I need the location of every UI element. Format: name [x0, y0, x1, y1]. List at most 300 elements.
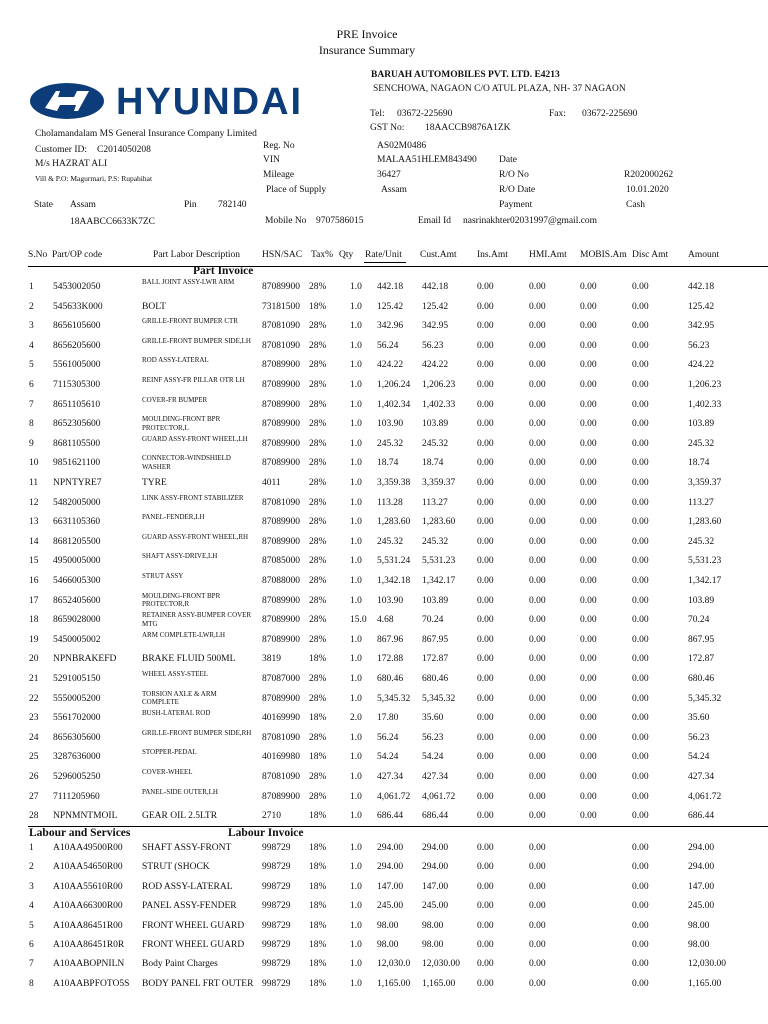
- cell-desc: GRILLE-FRONT BUMPER CTR: [142, 317, 238, 326]
- cell-qty: 1.0: [350, 517, 362, 528]
- cell-cust: 4,061.72: [422, 791, 456, 802]
- cell-hsn: 87089900: [262, 419, 300, 430]
- cell-qty: 1.0: [350, 556, 362, 567]
- cell-amt: 680.46: [688, 674, 715, 684]
- table-row: [0, 613, 768, 633]
- cell-mobis: 0.00: [580, 713, 597, 724]
- cell-amt: 424.22: [688, 360, 715, 371]
- cell-rate: 427.34: [377, 772, 404, 782]
- cell-hmi: 0.00: [529, 920, 546, 931]
- cell-cust: 245.32: [422, 536, 449, 547]
- cell-qty: 1.0: [350, 340, 362, 351]
- cell-sno: 20: [29, 654, 39, 665]
- cell-desc: PANEL-SIDE OUTER,LH: [142, 787, 218, 796]
- cell-qty: 1.0: [350, 811, 362, 822]
- cell-ins: 0.00: [477, 901, 494, 912]
- cell-mobis: 0.00: [580, 419, 597, 430]
- cell-disc: 0.00: [632, 438, 649, 449]
- table-row: [0, 336, 768, 359]
- fax-label: Fax:: [549, 109, 566, 119]
- cell-disc: 0.00: [632, 282, 649, 292]
- cell-hmi: 0.00: [529, 881, 546, 892]
- cell-sno: 7: [29, 399, 34, 410]
- cell-code: 7111205960: [53, 791, 100, 802]
- cell-hsn: 40169990: [262, 713, 300, 724]
- cell-code: NPNMNTMOIL: [53, 811, 118, 822]
- cell-qty: 1.0: [350, 978, 362, 989]
- cell-cust: 5,531.23: [422, 556, 456, 567]
- column-header: Part Labor Description: [153, 250, 241, 260]
- cell-ins: 0.00: [477, 458, 494, 469]
- cell-amt: 98.00: [688, 920, 710, 931]
- cell-cust: 54.24: [422, 752, 444, 763]
- gst-value: 18AACCB9876A1ZK: [425, 123, 511, 133]
- cell-mobis: 0.00: [580, 478, 597, 488]
- cell-code: NPNBRAKEFD: [53, 654, 117, 665]
- cell-desc: GUARD ASSY-FRONT WHEEL,RH: [142, 532, 249, 541]
- dealer-address: SENCHOWA, NAGAON C/O ATUL PLAZA, NH- 37 NAGAON: [373, 84, 626, 94]
- cell-disc: 0.00: [632, 536, 649, 547]
- cell-amt: 98.00: [688, 940, 710, 950]
- cell-disc: 0.00: [632, 478, 649, 488]
- column-header: Qty: [339, 250, 354, 260]
- payment-value: Cash: [626, 200, 645, 210]
- cell-sno: 1: [29, 282, 34, 292]
- cell-cust: 35.60: [422, 713, 444, 724]
- cell-hsn: 87089900: [262, 360, 300, 371]
- cell-mobis: 0.00: [580, 634, 597, 645]
- cell-ins: 0.00: [477, 517, 494, 528]
- cell-sno: 10: [29, 458, 39, 469]
- cell-code: 8652305600: [53, 419, 101, 430]
- table-row: [0, 938, 768, 958]
- cell-ins: 0.00: [477, 772, 494, 782]
- cell-amt: 1,402.33: [688, 399, 722, 410]
- cell-amt: 113.27: [688, 497, 714, 508]
- cell-cust: 342.95: [422, 321, 449, 332]
- cell-tax: 28%: [309, 595, 327, 606]
- cell-sno: 16: [29, 576, 39, 586]
- hyundai-logo: [28, 80, 318, 122]
- ro-date-value: 10.01.2020: [626, 185, 669, 195]
- cell-code: 8656305600: [53, 732, 101, 743]
- cell-sno: 2: [29, 301, 34, 312]
- tel-label: Tel:: [370, 109, 385, 119]
- cell-rate: 245.32: [377, 536, 404, 547]
- cell-desc: Body Paint Charges: [142, 959, 218, 970]
- cell-cust: 1,402.33: [422, 399, 456, 410]
- cell-desc: FRONT WHEEL GUARD: [142, 920, 245, 931]
- cell-sno: 6: [29, 380, 34, 390]
- cell-code: 8681205500: [53, 536, 101, 547]
- cell-amt: 245.32: [688, 536, 715, 547]
- cell-cust: 12,030.00: [422, 959, 460, 970]
- cell-tax: 28%: [309, 282, 327, 292]
- vin-label: VIN: [263, 155, 280, 165]
- cell-sno: 8: [29, 978, 34, 989]
- cell-hmi: 0.00: [529, 693, 546, 704]
- cell-hmi: 0.00: [529, 478, 546, 488]
- table-row: [0, 358, 768, 378]
- cell-disc: 0.00: [632, 517, 649, 528]
- cell-cust: 245.32: [422, 438, 449, 449]
- cell-tax: 28%: [309, 478, 327, 488]
- cell-rate: 5,531.24: [377, 556, 411, 567]
- cell-hmi: 0.00: [529, 321, 546, 332]
- cell-qty: 15.0: [350, 615, 367, 626]
- part-section-title: Part Invoice: [193, 265, 254, 277]
- cell-code: 5550005200: [53, 693, 101, 704]
- cell-disc: 0.00: [632, 791, 649, 802]
- cell-code: 5291005150: [53, 674, 101, 684]
- cell-hsn: 998729: [262, 901, 291, 912]
- cell-desc: RETAINER ASSY-BUMPER COVER MTG: [142, 611, 252, 628]
- cell-amt: 294.00: [688, 862, 715, 873]
- cell-hmi: 0.00: [529, 615, 546, 626]
- cell-hmi: 0.00: [529, 595, 546, 606]
- customer-id-label: Customer ID:: [35, 145, 87, 155]
- cell-cust: 103.89: [422, 419, 449, 430]
- cell-code: 5466005300: [53, 576, 101, 586]
- cell-tax: 28%: [309, 321, 327, 332]
- cell-qty: 1.0: [350, 674, 362, 684]
- cell-tax: 18%: [309, 920, 327, 931]
- reg-label: Reg. No: [263, 141, 295, 151]
- table-row: [0, 554, 768, 574]
- cell-qty: 1.0: [350, 595, 362, 606]
- cell-code: A10AA86451R00: [53, 920, 123, 931]
- cell-code: A10AA55610R00: [53, 881, 123, 892]
- column-header: Ins.Amt: [477, 250, 508, 260]
- cell-ins: 0.00: [477, 732, 494, 743]
- cell-mobis: 0.00: [580, 811, 597, 822]
- cell-mobis: 0.00: [580, 360, 597, 371]
- cell-hsn: 87089900: [262, 536, 300, 547]
- cell-ins: 0.00: [477, 497, 494, 508]
- cell-hmi: 0.00: [529, 536, 546, 547]
- cell-tax: 18%: [309, 940, 327, 950]
- fax-value: 03672-225690: [582, 109, 638, 119]
- cell-hmi: 0.00: [529, 732, 546, 743]
- cell-sno: 5: [29, 360, 34, 371]
- cell-mobis: 0.00: [580, 399, 597, 410]
- cell-ins: 0.00: [477, 321, 494, 332]
- cell-mobis: 0.00: [580, 282, 597, 292]
- cell-disc: 0.00: [632, 713, 649, 724]
- ro-date-label: R/O Date: [499, 185, 536, 195]
- cell-ins: 0.00: [477, 940, 494, 950]
- cell-cust: 70.24: [422, 615, 444, 626]
- cell-hsn: 87081090: [262, 772, 300, 782]
- cell-hmi: 0.00: [529, 282, 546, 292]
- cell-desc: COVER-FR BUMPER: [142, 395, 208, 404]
- cell-mobis: 0.00: [580, 438, 597, 449]
- cell-ins: 0.00: [477, 654, 494, 665]
- cell-code: 5296005250: [53, 772, 101, 782]
- cell-tax: 28%: [309, 419, 327, 430]
- cell-disc: 0.00: [632, 862, 649, 873]
- cell-disc: 0.00: [632, 693, 649, 704]
- cell-hsn: 998729: [262, 843, 291, 853]
- cell-hmi: 0.00: [529, 360, 546, 371]
- cell-mobis: 0.00: [580, 536, 597, 547]
- cell-tax: 28%: [309, 536, 327, 547]
- cell-hmi: 0.00: [529, 419, 546, 430]
- cell-qty: 2.0: [350, 713, 362, 724]
- cell-desc: SHAFT ASSY-FRONT: [142, 843, 232, 853]
- cell-sno: 2: [29, 862, 34, 873]
- gst-label: GST No:: [370, 123, 405, 133]
- cell-rate: 294.00: [377, 862, 404, 873]
- cell-rate: 245.00: [377, 901, 404, 912]
- cell-tax: 28%: [309, 791, 327, 802]
- table-row: [0, 860, 768, 880]
- labour-rule: [28, 826, 768, 827]
- cell-qty: 1.0: [350, 536, 362, 547]
- cell-code: 8652405600: [53, 595, 101, 606]
- cell-hmi: 0.00: [529, 399, 546, 410]
- cell-cust: 18.74: [422, 458, 444, 469]
- cell-qty: 1.0: [350, 634, 362, 645]
- cell-hsn: 3819: [262, 654, 281, 665]
- cell-desc: GRILLE-FRONT BUMPER SIDE,LH: [142, 336, 251, 345]
- cell-qty: 1.0: [350, 399, 362, 410]
- cell-rate: 103.90: [377, 419, 404, 430]
- cell-disc: 0.00: [632, 458, 649, 469]
- cell-tax: 18%: [309, 978, 327, 989]
- cell-desc: PANEL ASSY-FENDER: [142, 901, 237, 912]
- cell-qty: 1.0: [350, 360, 362, 371]
- cell-tax: 28%: [309, 634, 327, 645]
- cell-hsn: 87089900: [262, 634, 300, 645]
- cell-rate: 172.88: [377, 654, 404, 665]
- state-label: State: [34, 200, 53, 210]
- cell-disc: 0.00: [632, 843, 649, 853]
- cell-desc: TORSION AXLE & ARM COMPLETE: [142, 689, 217, 707]
- cell-disc: 0.00: [632, 321, 649, 332]
- cell-cust: 56.23: [422, 340, 444, 351]
- cell-hmi: 0.00: [529, 940, 546, 950]
- cell-code: 5561005000: [53, 360, 101, 371]
- cell-rate: 113.28: [377, 497, 403, 508]
- cell-desc: STRUT (SHOCK: [142, 862, 210, 873]
- cell-tax: 18%: [309, 811, 327, 822]
- cell-tax: 18%: [309, 901, 327, 912]
- insurer-name: Cholamandalam MS General Insurance Company Limited: [35, 129, 257, 139]
- reg-value: AS02M0486: [377, 141, 427, 151]
- table-row: [0, 378, 768, 398]
- cell-desc: WHEEL ASSY-STEEL: [142, 670, 209, 678]
- cell-tax: 18%: [309, 301, 327, 312]
- cell-desc: GUARD ASSY-FRONT WHEEL,LH: [142, 434, 248, 443]
- cell-mobis: 0.00: [580, 458, 597, 469]
- pin-label: Pin: [184, 200, 197, 210]
- cell-tax: 18%: [309, 959, 327, 970]
- table-row: [0, 515, 768, 535]
- table-row: [0, 899, 768, 919]
- cell-tax: 18%: [309, 881, 327, 892]
- cell-disc: 0.00: [632, 901, 649, 912]
- column-header: Cust.Amt: [420, 250, 457, 260]
- cell-ins: 0.00: [477, 713, 494, 724]
- column-header: Rate/Unit: [365, 250, 402, 260]
- mileage-value: 36427: [377, 170, 401, 180]
- cell-cust: 113.27: [422, 497, 448, 508]
- cell-sno: 21: [29, 674, 39, 684]
- cell-disc: 0.00: [632, 772, 649, 782]
- cell-mobis: 0.00: [580, 556, 597, 567]
- cell-hmi: 0.00: [529, 843, 546, 853]
- cell-ins: 0.00: [477, 791, 494, 802]
- cell-hsn: 998729: [262, 978, 291, 989]
- cell-cust: 56.23: [422, 732, 444, 743]
- cell-tax: 28%: [309, 497, 327, 508]
- cell-sno: 14: [29, 536, 39, 547]
- cell-cust: 172.87: [422, 654, 449, 665]
- cell-mobis: 0.00: [580, 576, 597, 586]
- cell-rate: 103.90: [377, 595, 404, 606]
- cell-mobis: 0.00: [580, 517, 597, 528]
- cell-sno: 26: [29, 772, 39, 782]
- cell-amt: 5,345.32: [688, 693, 722, 704]
- cell-amt: 427.34: [688, 772, 715, 782]
- cell-sno: 3: [29, 881, 34, 892]
- cell-rate: 442.18: [377, 282, 404, 292]
- cell-ins: 0.00: [477, 693, 494, 704]
- cell-hsn: 73181500: [262, 301, 300, 312]
- cell-hmi: 0.00: [529, 713, 546, 724]
- cell-hsn: 87089900: [262, 282, 300, 292]
- cell-rate: 4.68: [377, 615, 394, 626]
- cell-hsn: 87089900: [262, 595, 300, 606]
- cell-desc: STOPPER-PEDAL: [142, 748, 197, 757]
- table-row: [0, 689, 768, 712]
- cell-desc: ARM COMPLETE-LWR,LH: [142, 630, 226, 639]
- cell-desc: ROD ASSY-LATERAL: [142, 356, 209, 365]
- cell-cust: 147.00: [422, 881, 449, 892]
- cell-hsn: 87089900: [262, 458, 300, 469]
- table-row: [0, 652, 768, 672]
- table-row: [0, 434, 768, 457]
- table-row: [0, 787, 768, 810]
- cell-rate: 17.80: [377, 713, 399, 724]
- cell-amt: 245.32: [688, 438, 715, 449]
- cell-tax: 28%: [309, 340, 327, 351]
- cell-hmi: 0.00: [529, 752, 546, 763]
- cell-amt: 103.89: [688, 419, 715, 430]
- brand-wordmark: HYUNDAI: [116, 81, 304, 122]
- table-row: [0, 672, 768, 692]
- cell-desc: GRILLE-FRONT BUMPER SIDE,RH: [142, 728, 252, 737]
- cell-disc: 0.00: [632, 419, 649, 430]
- cell-amt: 3,359.37: [688, 478, 722, 488]
- cell-hmi: 0.00: [529, 791, 546, 802]
- cell-qty: 1.0: [350, 321, 362, 332]
- cell-desc: LINK ASSY-FRONT STABILIZER: [142, 493, 244, 502]
- cell-ins: 0.00: [477, 380, 494, 390]
- cell-sno: 4: [29, 901, 34, 912]
- cell-qty: 1.0: [350, 419, 362, 430]
- labour-heading: Labour and Services: [29, 827, 131, 839]
- cell-rate: 147.00: [377, 881, 404, 892]
- table-row: [0, 532, 768, 555]
- table-row: [0, 728, 768, 751]
- cell-hsn: 87085000: [262, 556, 300, 567]
- cell-amt: 294.00: [688, 843, 715, 853]
- cell-tax: 28%: [309, 674, 327, 684]
- table-row: [0, 319, 768, 339]
- cell-rate: 98.00: [377, 920, 399, 931]
- customer-name: M/s HAZRAT ALI: [35, 159, 108, 169]
- dealer-name: BARUAH AUTOMOBILES PVT. LTD. E4213: [371, 70, 560, 80]
- cell-mobis: 0.00: [580, 321, 597, 332]
- cell-code: A10AA54650R00: [53, 862, 123, 873]
- cell-rate: 686.44: [377, 811, 404, 822]
- cell-code: 8656105600: [53, 321, 101, 332]
- cell-cust: 245.00: [422, 901, 449, 912]
- cell-desc: MOULDING-FRONT BPR PROTECTOR,L: [142, 415, 221, 432]
- cell-code: A10AA49500R00: [53, 843, 123, 853]
- cell-qty: 1.0: [350, 901, 362, 912]
- cell-qty: 1.0: [350, 497, 362, 508]
- column-header: S.No: [28, 250, 48, 260]
- labour-section-title: Labour Invoice: [228, 827, 304, 839]
- cell-hsn: 40169980: [262, 752, 300, 763]
- cell-sno: 18: [29, 615, 39, 626]
- cell-qty: 1.0: [350, 752, 362, 763]
- cell-sno: 25: [29, 752, 39, 763]
- cell-hmi: 0.00: [529, 862, 546, 873]
- cell-rate: 1,206.24: [377, 380, 411, 390]
- cell-amt: 172.87: [688, 654, 715, 665]
- cell-hsn: 998729: [262, 920, 291, 931]
- cell-code: 8651105610: [53, 399, 101, 410]
- cell-sno: 5: [29, 920, 34, 931]
- cell-desc: STRUT ASSY: [142, 572, 184, 580]
- place-of-supply-label: Place of Supply: [266, 185, 327, 195]
- cell-hsn: 87089900: [262, 399, 300, 410]
- column-header: Tax%: [311, 250, 334, 260]
- cell-desc: GEAR OIL 2.5LTR: [142, 811, 218, 822]
- cell-disc: 0.00: [632, 595, 649, 606]
- cell-cust: 294.00: [422, 862, 449, 873]
- cell-tax: 28%: [309, 517, 327, 528]
- cell-disc: 0.00: [632, 301, 649, 312]
- cell-hsn: 87089900: [262, 438, 300, 449]
- cell-ins: 0.00: [477, 360, 494, 371]
- cell-disc: 0.00: [632, 752, 649, 763]
- cell-hsn: 87089900: [262, 517, 300, 528]
- cell-tax: 28%: [309, 556, 327, 567]
- cell-mobis: 0.00: [580, 654, 597, 665]
- cell-hsn: 87089900: [262, 693, 300, 704]
- cell-hmi: 0.00: [529, 654, 546, 665]
- cell-amt: 1,342.17: [688, 576, 722, 586]
- cell-sno: 11: [29, 478, 39, 488]
- cell-desc: CONNECTOR-WINDSHIELD WASHER: [142, 454, 231, 471]
- cell-ins: 0.00: [477, 556, 494, 567]
- cell-hsn: 998729: [262, 881, 291, 892]
- cell-ins: 0.00: [477, 340, 494, 351]
- cell-hsn: 87081090: [262, 321, 300, 332]
- table-row: [0, 919, 768, 939]
- tel-value: 03672-225690: [397, 109, 453, 119]
- ro-no-value: R202000262: [624, 170, 674, 180]
- cell-mobis: 0.00: [580, 772, 597, 782]
- cell-disc: 0.00: [632, 920, 649, 931]
- cell-amt: 1,206.23: [688, 380, 722, 390]
- date-label: Date: [499, 155, 517, 165]
